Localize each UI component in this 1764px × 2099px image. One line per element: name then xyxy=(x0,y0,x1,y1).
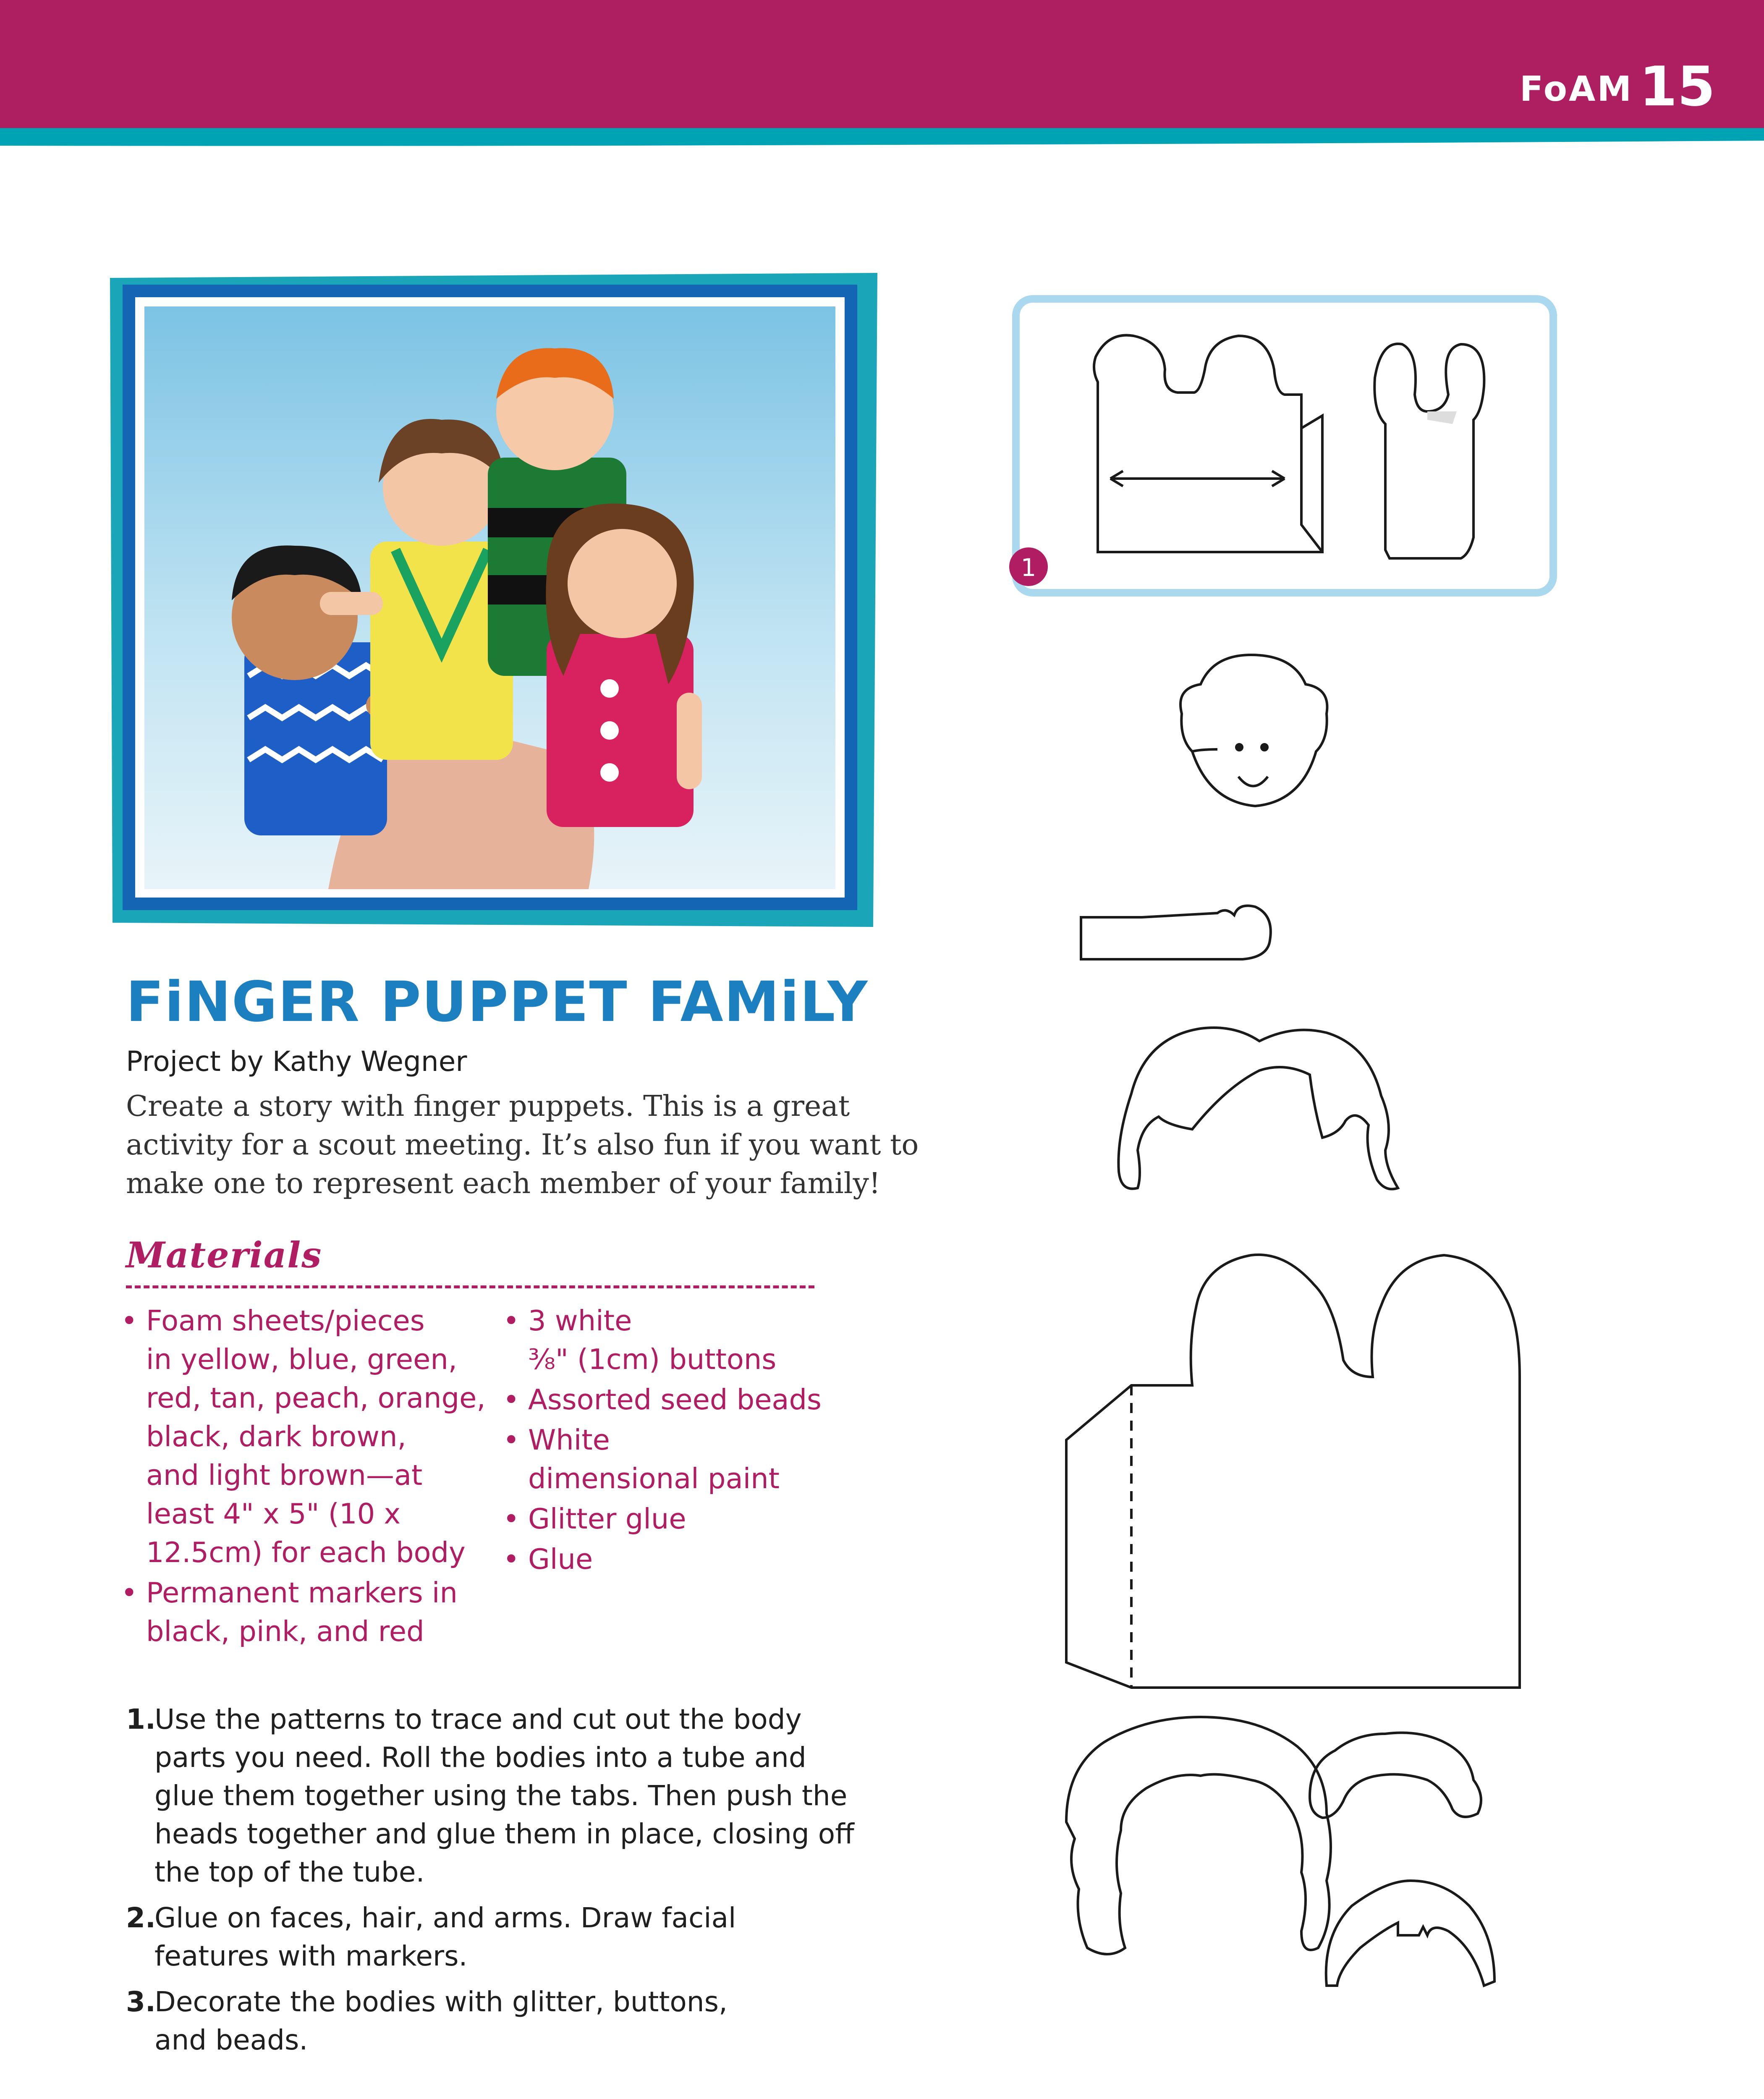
materials-list-right xyxy=(495,1301,865,1580)
face-pattern xyxy=(1180,655,1327,806)
material-item: • 3 white ⅜" (1cm) buttons xyxy=(495,1301,865,1379)
materials-divider xyxy=(126,1285,814,1288)
pattern-templates xyxy=(966,285,1595,2099)
material-item: • Glue xyxy=(495,1540,865,1578)
material-item: • White dimensional paint xyxy=(495,1421,865,1498)
bullet-icon: • xyxy=(503,1543,520,1576)
material-item: • Glitter glue xyxy=(495,1500,865,1538)
bullet-icon: • xyxy=(503,1502,520,1535)
step-1-diagram xyxy=(1009,299,1553,593)
bullet-icon: • xyxy=(503,1383,520,1416)
pigtail-hair-pattern xyxy=(1118,1028,1398,1189)
project-byline: Project by Kathy Wegner xyxy=(126,1045,467,1078)
bowl-hair-pattern xyxy=(1326,1881,1494,1986)
bullet-icon: • xyxy=(121,1304,138,1337)
puppet-girl-red xyxy=(546,503,702,827)
arm-pattern xyxy=(1081,906,1271,960)
intro-line: make one to represent each member of your family! xyxy=(126,1167,881,1200)
step-1: 1. Use the patterns to trace and cut out the body parts you need. Roll the bodies into a tube and glue them together using the tabs. Then push the heads together and glue them in place, closing off the top of the tube. xyxy=(126,1703,854,1888)
materials-heading: Materials xyxy=(126,1234,322,1276)
step-badge: 1 xyxy=(1021,553,1036,582)
intro-line: Create a story with finger puppets. This is a great xyxy=(126,1090,850,1123)
section-label: FoAM xyxy=(1520,69,1633,109)
header-band xyxy=(0,0,1764,128)
finger-puppet-photo xyxy=(110,273,877,927)
short-curly-hair-pattern xyxy=(1310,1733,1481,1818)
intro-line: activity for a scout meeting. It’s also fun if you want to xyxy=(126,1128,919,1162)
curly-hair-pattern xyxy=(1066,1717,1331,1954)
bullet-icon: • xyxy=(121,1576,138,1609)
project-title: FiNGER PUPPET FAMiLY xyxy=(126,970,869,1034)
bullet-icon: • xyxy=(503,1304,520,1337)
step-2: 2. Glue on faces, hair, and arms. Draw facial features with markers. xyxy=(126,1902,736,1972)
page-number: 15 xyxy=(1639,55,1715,118)
materials-list-left xyxy=(113,1301,491,1652)
step-3: 3. Decorate the bodies with glitter, buttons, and beads. xyxy=(126,1986,728,2056)
instruction-steps xyxy=(126,1700,882,2067)
bullet-icon: • xyxy=(503,1424,520,1456)
project-intro xyxy=(126,1087,919,1203)
header-stripe xyxy=(0,128,1764,160)
material-item: • Permanent markers in black, pink, and red xyxy=(113,1573,491,1651)
body-pattern xyxy=(1066,1255,1520,1688)
material-item: • Assorted seed beads xyxy=(495,1380,865,1419)
material-item: • Foam sheets/pieces in yellow, blue, green, red, tan, peach, orange, black, dark brown, and light brown—at least 4" x 5" (10 x 12.5cm) for each body xyxy=(113,1301,491,1572)
